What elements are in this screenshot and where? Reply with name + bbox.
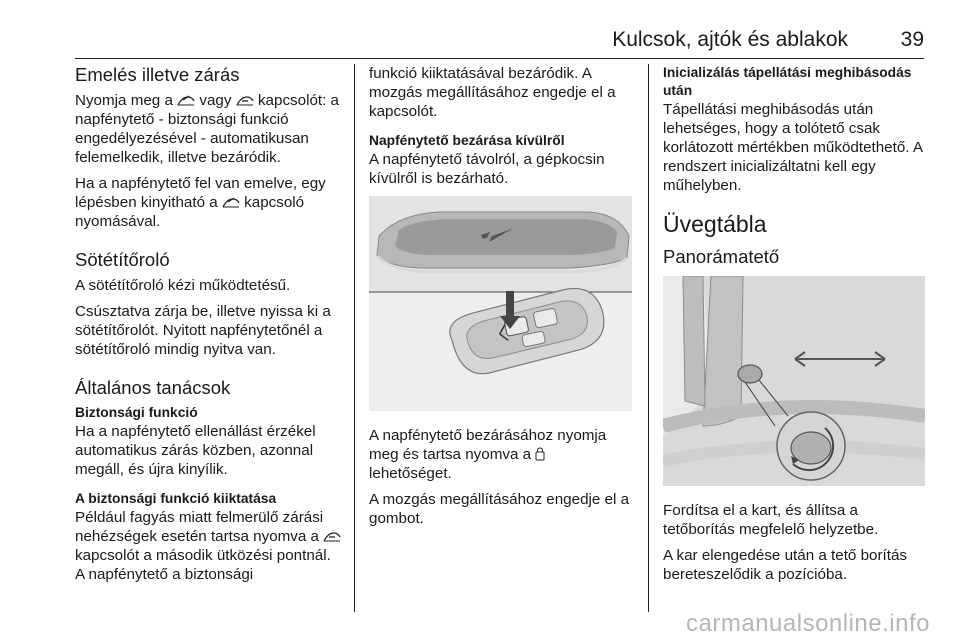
paragraph-release-lever: A kar elengedése után a tető borítás bereteszelődik a pozícióba. (663, 547, 908, 583)
paragraph-release-button: A mozgás megállításához engedje el a gombot. (369, 491, 630, 527)
roof-slide-icon (323, 531, 341, 542)
heading-remote-close: Napfénytető bezárása kívülről (369, 133, 565, 148)
heading-lift-close: Emelés illetve zárás (75, 64, 240, 85)
paragraph-safety: Ha a napfénytető ellenállást érzékel automatikus zárás közben, azonnal megáll, és újra kinyílik. (75, 423, 316, 478)
section-title: Kulcsok, ajtók és ablakok (612, 28, 848, 51)
page-header (75, 28, 924, 56)
heading-safety-function: Biztonsági funkció (75, 405, 198, 420)
heading-init: Inicializálás tápellátási meghibásodás után (663, 65, 912, 98)
paragraph-sunshade-slide: Csúsztatva zárja be, illetve nyissa ki a sötétítőrolót. Nyitott napfénytetőnél a sötétítőroló mindig nyitva van. (75, 303, 331, 358)
paragraph-press-hold: A napfénytető bezárásához nyomja meg és tartsa nyomva a lehetőséget. (369, 427, 607, 482)
column-2 (369, 64, 634, 535)
heading-glass-panel: Üvegtábla (663, 211, 767, 237)
column-1 (75, 64, 343, 591)
key-fob-illustration (369, 196, 634, 416)
heading-panorama-roof: Panorámatető (663, 246, 780, 267)
heading-general-advice: Általános tanácsok (75, 377, 231, 398)
watermark: carmanualsonline.info (686, 610, 930, 637)
column-3 (663, 64, 927, 591)
column-divider (648, 64, 649, 612)
roof-slide-icon (236, 95, 254, 106)
panorama-roof-illustration (663, 276, 927, 491)
page-number: 39 (900, 28, 924, 51)
paragraph-turn-lever: Fordítsa el a kart, és állítsa a tetőborítás megfelelő helyzetbe. (663, 502, 879, 538)
paragraph-init: Tápellátási meghibásodás után lehetséges, hogy a tolótető csak korlátozott mértékben működtethető. A rendszert inicializáltatni kell egy műhelyben. (663, 101, 923, 194)
heading-sunshade: Sötétítőroló (75, 249, 170, 270)
column-divider (354, 64, 355, 612)
paragraph-sunshade-manual: A sötétítőroló kézi működtetésű. (75, 277, 291, 294)
paragraph-lift: Nyomja meg a vagy kapcsolót: a napfénytető - biztonsági funkció engedélyezésével - automatikusan felemelkedik, illetve bezáródik. (75, 92, 340, 166)
paragraph-open-one-step: Ha a napfénytető fel van emelve, egy lépésben kinyitható a kapcsoló nyomásával. (75, 175, 326, 230)
header-rule (75, 58, 924, 59)
paragraph-override: Például fagyás miatt felmerülő zárási nehézségek esetén tartsa nyomva a kapcsolót a második ütközési pontnál. A napfénytető a biztonsági (75, 508, 343, 584)
paragraph-remote: A napfénytető távolról, a gépkocsin kívülről is bezárható. (369, 151, 605, 187)
roof-tilt-icon (222, 197, 240, 208)
paragraph-continued: funkció kiiktatásával bezáródik. A mozgás megállításához engedje el a kapcsolót. (369, 65, 616, 120)
heading-override: A biztonsági funkció kiiktatása (75, 491, 277, 506)
lock-button-icon (535, 447, 545, 461)
roof-tilt-icon (177, 95, 195, 106)
